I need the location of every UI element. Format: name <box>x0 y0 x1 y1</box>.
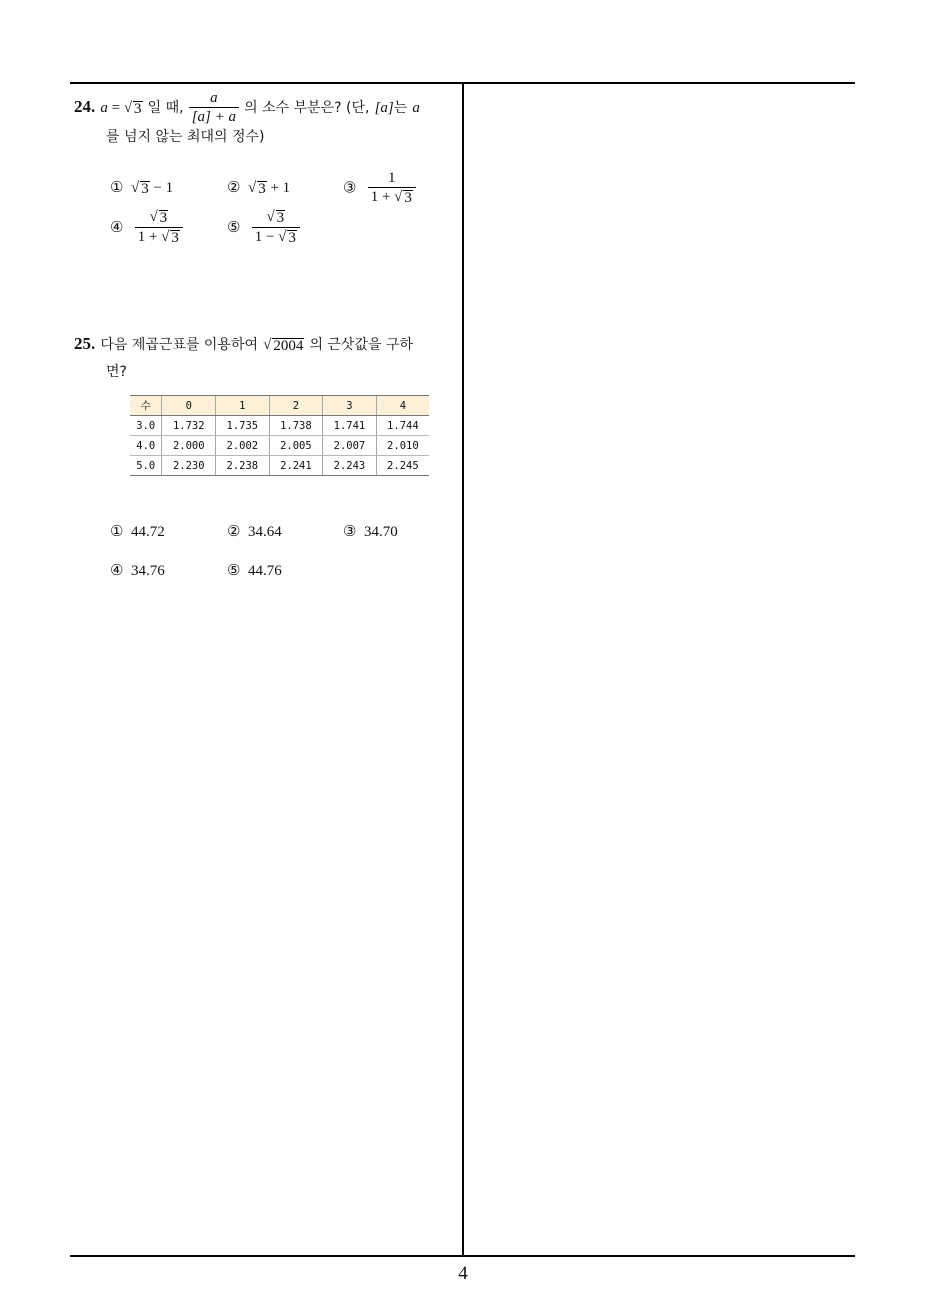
choice-1-marker: ① <box>110 180 124 196</box>
q25-choice-2[interactable] <box>227 522 282 541</box>
table-cell: 4.0 <box>130 436 162 456</box>
table-cell: 1.735 <box>216 416 270 436</box>
choice-3-marker: ③ <box>343 524 357 540</box>
q25-choice-3[interactable] <box>343 522 398 541</box>
table-cell: 2.245 <box>376 456 429 476</box>
question-24-number: 24. <box>74 97 96 116</box>
table-row <box>130 436 429 456</box>
question-25-text2: 의 근삿값을 구하 <box>309 337 414 353</box>
bottom-rule <box>70 1255 855 1257</box>
choice-1-value: 44.72 <box>130 524 165 540</box>
table-header: 1 <box>216 396 270 416</box>
q24-choice-5[interactable]: ⑤ √ 3 1 − √ 3 <box>227 209 300 246</box>
floor-a: [a] <box>191 109 211 125</box>
question-24-text1: 일 때, <box>147 100 184 116</box>
table-row <box>130 416 429 436</box>
table-cell: 2.243 <box>323 456 377 476</box>
table-header-row <box>130 396 429 416</box>
q25-choice-5[interactable] <box>227 561 282 580</box>
table-row <box>130 456 429 476</box>
fraction-a-over-floor <box>189 90 239 125</box>
choice-5-value: 44.76 <box>247 563 282 579</box>
q25-choice-4[interactable] <box>110 561 165 580</box>
den-rest: + a <box>210 109 236 125</box>
table-cell: 2.230 <box>162 456 216 476</box>
choice-4-marker: ④ <box>110 220 124 236</box>
question-25-line1 <box>74 334 413 354</box>
question-24-line2: 를 넘지 않는 최대의 정수) <box>106 129 265 145</box>
choice-2-marker: ② <box>227 524 241 540</box>
floor-a-inline: [a] <box>374 100 394 116</box>
choice-2-value: 34.64 <box>247 524 282 540</box>
question-24-line1 <box>74 90 420 125</box>
fraction-numerator: a <box>210 90 218 106</box>
choice-5-marker: ⑤ <box>227 220 241 236</box>
table-cell: 1.732 <box>162 416 216 436</box>
sqrt-3: √ 3 <box>123 100 142 117</box>
table-cell: 2.000 <box>162 436 216 456</box>
choice-5-marker: ⑤ <box>227 563 241 579</box>
table-cell: 2.241 <box>269 456 323 476</box>
table-header: 0 <box>162 396 216 416</box>
table-header: 3 <box>323 396 377 416</box>
question-25-text1: 다음 제곱근표를 이용하여 <box>100 337 259 353</box>
q24-choice-3[interactable]: ③ 1 1 + √ 3 <box>343 170 416 206</box>
var-a-inline: a <box>412 100 420 116</box>
table-cell: 1.741 <box>323 416 377 436</box>
table-cell: 2.238 <box>216 456 270 476</box>
page-number: 4 <box>458 1263 468 1284</box>
square-root-table <box>130 395 429 476</box>
equals-sign: = <box>107 100 124 116</box>
q24-choice-1[interactable]: ① √ 3 − 1 <box>110 180 174 197</box>
q25-choice-1[interactable] <box>110 522 165 541</box>
question-24-text3: 는 <box>393 100 408 116</box>
q24-choice-4[interactable]: ④ √ 3 1 + √ 3 <box>110 209 183 246</box>
question-25-number: 25. <box>74 334 96 353</box>
table-cell: 3.0 <box>130 416 162 436</box>
table-header: 수 <box>130 396 162 416</box>
table-cell: 2.010 <box>376 436 429 456</box>
table-cell: 5.0 <box>130 456 162 476</box>
question-25-line2: 면? <box>106 364 127 380</box>
table-cell: 2.005 <box>269 436 323 456</box>
q24-choice-2[interactable]: ② √ 3 + 1 <box>227 180 291 197</box>
question-24-text2: 의 소수 부분은? (단, <box>244 100 370 116</box>
table-header: 4 <box>376 396 429 416</box>
table-cell: 1.744 <box>376 416 429 436</box>
choice-2-marker: ② <box>227 180 241 196</box>
table-cell: 2.007 <box>323 436 377 456</box>
choice-3-value: 34.70 <box>363 524 398 540</box>
choice-3-marker: ③ <box>343 180 357 197</box>
var-a: a <box>100 100 108 116</box>
sqrt-2004: √ 2004 <box>263 337 304 354</box>
column-divider <box>462 82 464 1257</box>
table-cell: 2.002 <box>216 436 270 456</box>
table-cell: 1.738 <box>269 416 323 436</box>
choice-4-value: 34.76 <box>130 563 165 579</box>
choice-4-marker: ④ <box>110 563 124 579</box>
choice-1-marker: ① <box>110 524 124 540</box>
table-header: 2 <box>269 396 323 416</box>
